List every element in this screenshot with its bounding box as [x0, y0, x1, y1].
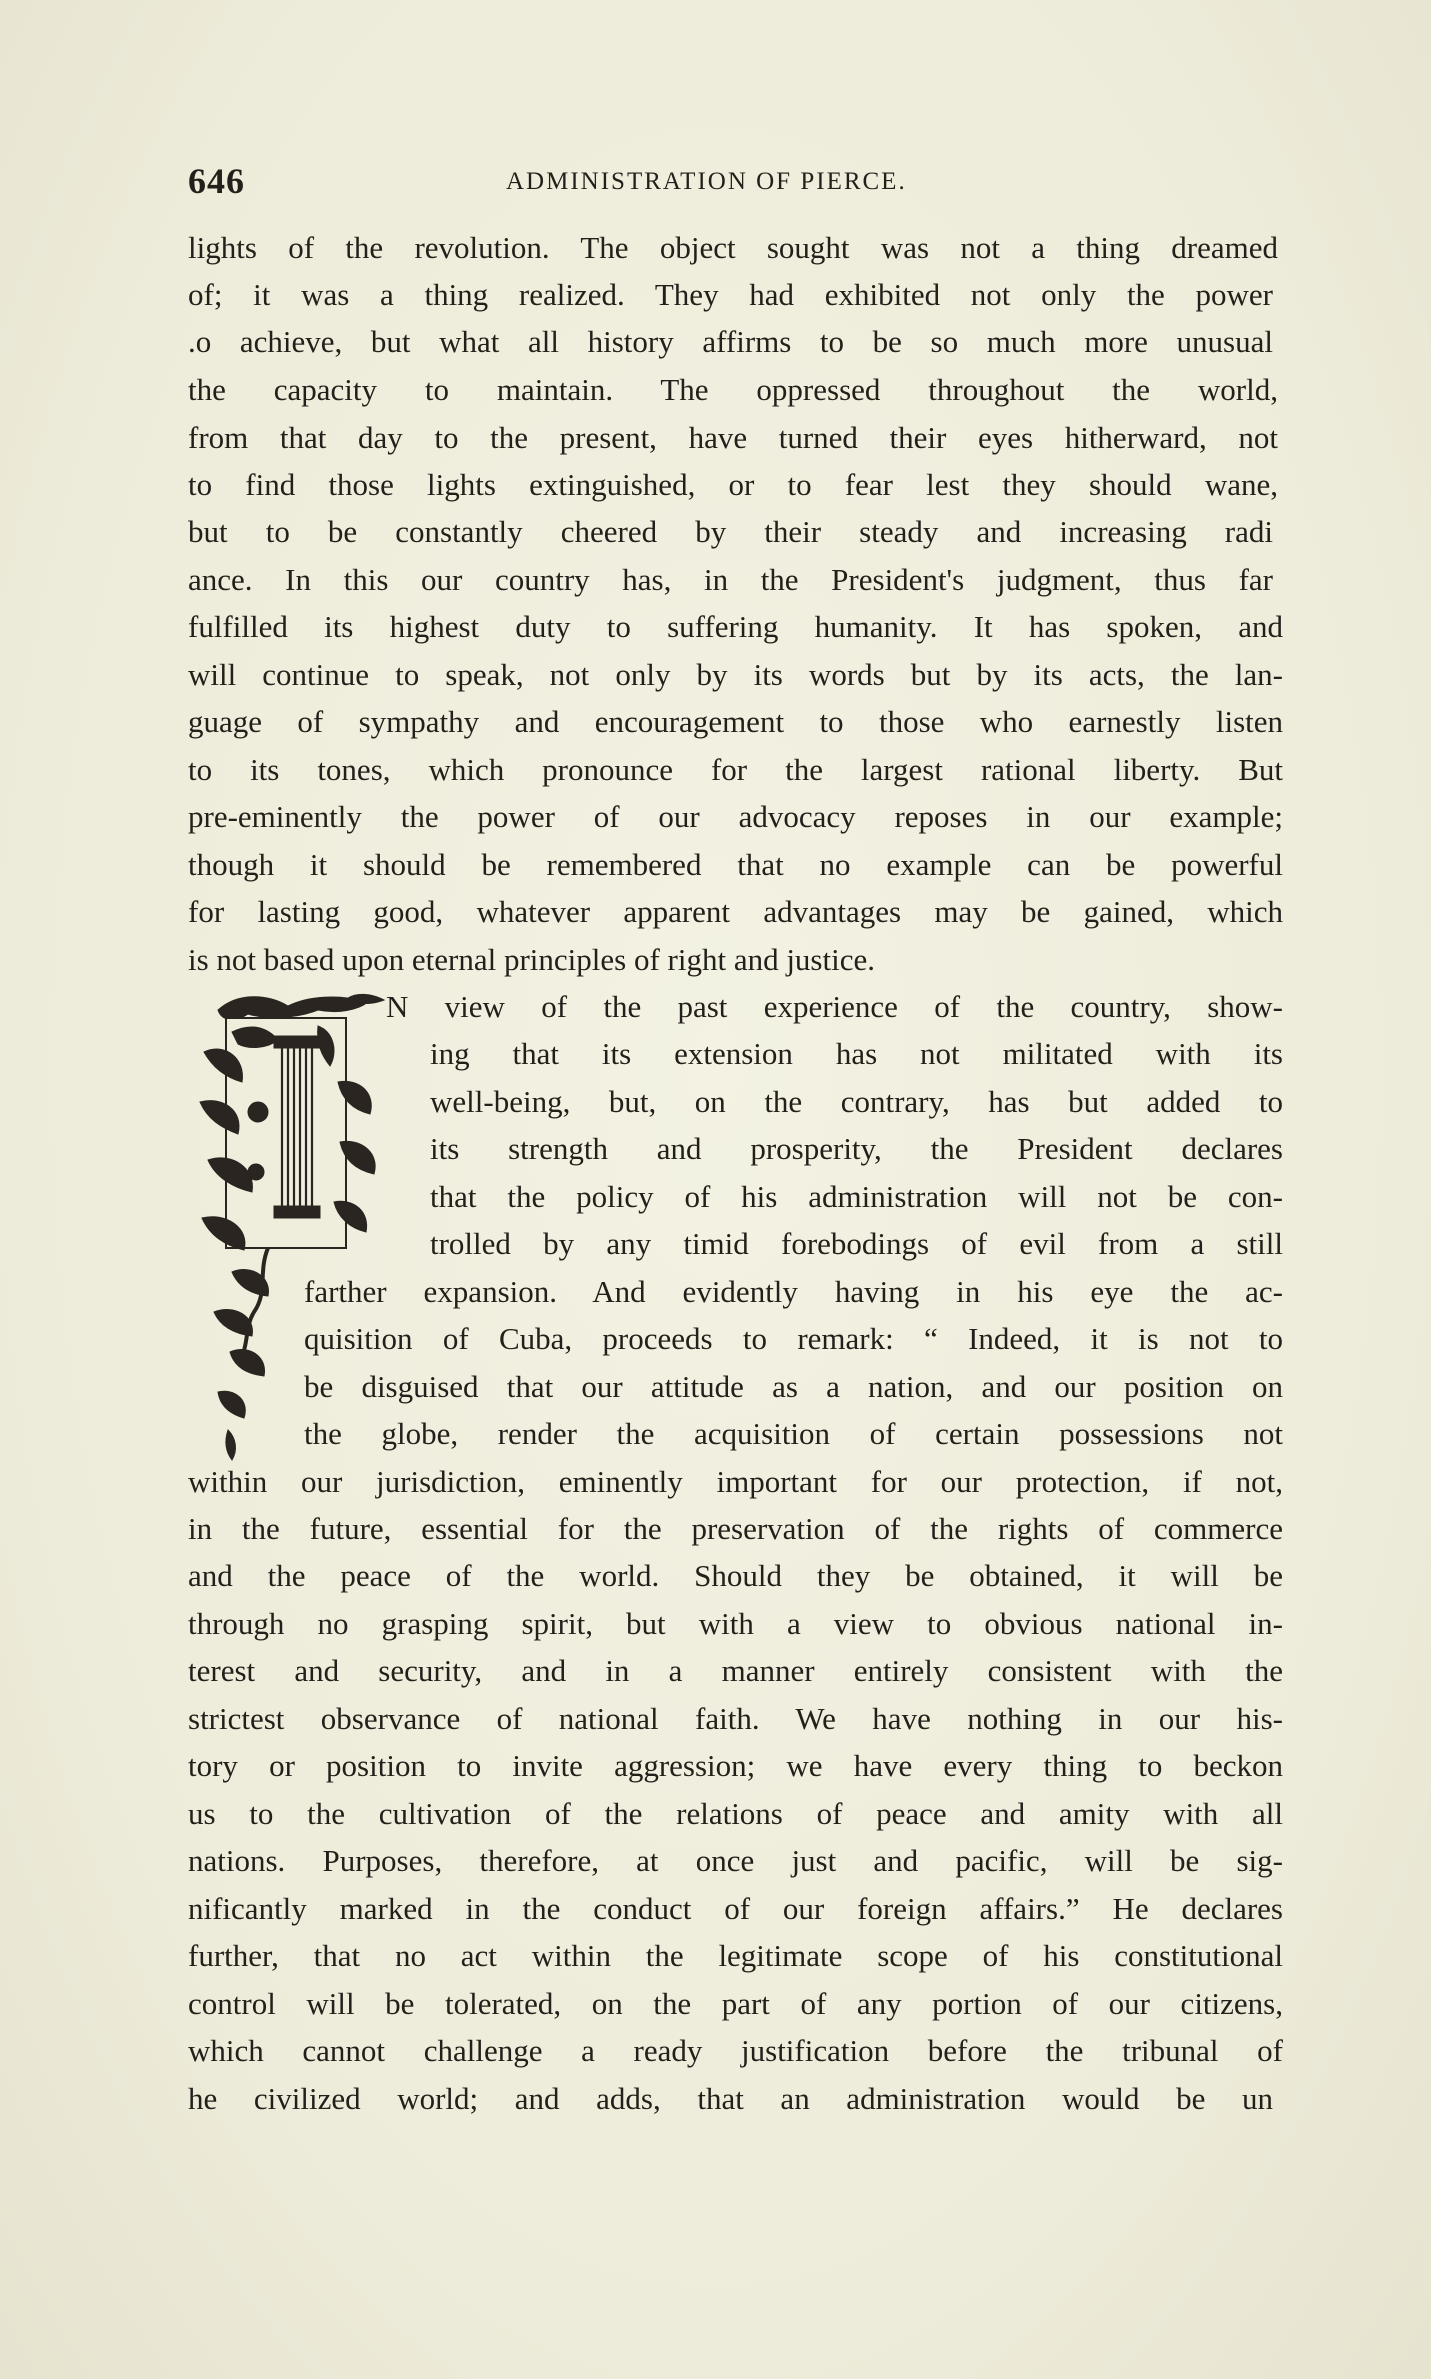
- text-line: but to be constantly cheered by their steady and increasing radi: [188, 514, 1273, 549]
- text-line: will continue to speak, not only by its words but by its acts, the lan-: [188, 657, 1283, 692]
- text-line: that the policy of his administration will not be con-: [430, 1179, 1283, 1214]
- text-line: guage of sympathy and encouragement to those who earnestly listen: [188, 704, 1283, 739]
- text-line: quisition of Cuba, proceeds to remark: “ Indeed, it is not to: [304, 1321, 1283, 1356]
- text-line: he civilized world; and adds, that an administration would be un: [188, 2081, 1273, 2116]
- text-line: in the future, essential for the preservation of the rights of commerce: [188, 1511, 1283, 1546]
- text-line: us to the cultivation of the relations of peace and amity with all: [188, 1796, 1283, 1831]
- text-line: to find those lights extinguished, or to fear lest they should wane,: [188, 467, 1278, 502]
- text-line: strictest observance of national faith. We have nothing in our his-: [188, 1701, 1283, 1736]
- text-line: fulfilled its highest duty to suffering humanity. It has spoken, and: [188, 609, 1283, 644]
- text-line: N view of the past experience of the country, show-: [386, 989, 1283, 1024]
- text-line: to its tones, which pronounce for the largest rational liberty. But: [188, 752, 1283, 787]
- text-line: nations. Purposes, therefore, at once just and pacific, will be sig-: [188, 1843, 1283, 1878]
- text-line: be disguised that our attitude as a nation, and our position on: [304, 1369, 1283, 1404]
- text-line: though it should be remembered that no example can be powerful: [188, 847, 1283, 882]
- text-line: .o achieve, but what all history affirms to be so much more unusual: [188, 324, 1273, 359]
- text-line: ing that its extension has not militated with its: [430, 1036, 1283, 1071]
- text-line: terest and security, and in a manner entirely consistent with the: [188, 1653, 1283, 1688]
- text-line: lights of the revolution. The object sought was not a thing dreamed: [188, 230, 1278, 265]
- text-line: control will be tolerated, on the part of any portion of our citizens,: [188, 1986, 1283, 2021]
- text-line: within our jurisdiction, eminently important for our protection, if not,: [188, 1464, 1283, 1499]
- running-head: ADMINISTRATION OF PIERCE.: [506, 168, 907, 195]
- text-line: and the peace of the world. Should they be obtained, it will be: [188, 1558, 1283, 1593]
- text-line: nificantly marked in the conduct of our foreign affairs.” He declares: [188, 1891, 1283, 1926]
- text-line: of; it was a thing realized. They had exhibited not only the power: [188, 277, 1273, 312]
- page-number: 646: [188, 161, 245, 201]
- text-line: its strength and prosperity, the President declares: [430, 1131, 1283, 1166]
- text-line: for lasting good, whatever apparent advantages may be gained, which: [188, 894, 1283, 929]
- text-line: trolled by any timid forebodings of evil from a still: [430, 1226, 1283, 1261]
- text-line: farther expansion. And evidently having in his eye the ac-: [304, 1274, 1283, 1309]
- page-header: [188, 160, 1278, 200]
- text-line: ance. In this our country has, in the President's judgment, thus far: [188, 562, 1273, 597]
- text-line: the capacity to maintain. The oppressed throughout the world,: [188, 372, 1278, 407]
- text-line: well-being, but, on the contrary, has but added to: [430, 1084, 1283, 1119]
- text-line: pre-eminently the power of our advocacy reposes in our example;: [188, 799, 1283, 834]
- text-line: which cannot challenge a ready justification before the tribunal of: [188, 2033, 1283, 2068]
- text-line: further, that no act within the legitimate scope of his constitutional: [188, 1938, 1283, 1973]
- text-line: the globe, render the acquisition of certain possessions not: [304, 1416, 1283, 1451]
- text-line: through no grasping spirit, but with a view to obvious national in-: [188, 1606, 1283, 1641]
- text-line: tory or position to invite aggression; we have every thing to beckon: [188, 1748, 1283, 1783]
- text-line: is not based upon eternal principles of right and justice.: [188, 942, 875, 977]
- text-line: from that day to the present, have turned their eyes hitherward, not: [188, 420, 1278, 455]
